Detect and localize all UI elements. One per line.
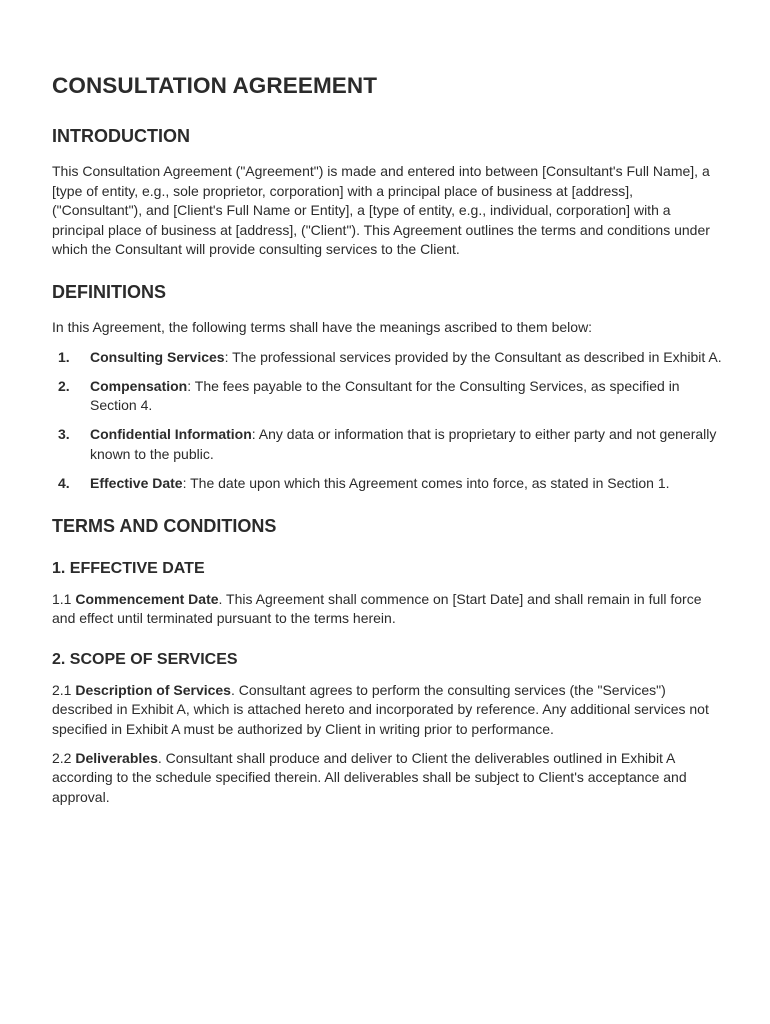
clause-number: 1.1 xyxy=(52,590,76,607)
clause-text: . This Agreement shall commence on [Start Date] and shall remain in full force and effect until terminated pursuant to the terms herein. xyxy=(52,590,702,627)
definition-item xyxy=(52,348,726,368)
definition-text: : The professional services provided by the Consultant as described in Exhibit A. xyxy=(224,348,722,365)
clause-term: Deliverables xyxy=(75,749,158,766)
clause-text: . Consultant agrees to perform the consulting services (the "Services") described in Exhibit A, which is attached hereto and incorporated by reference. Any additional services not specified in Exhibit A must be authorized by Client in writing prior to performance. xyxy=(52,681,709,737)
definition-term: Consulting Services xyxy=(90,348,225,365)
definitions-heading: DEFINITIONS xyxy=(52,281,167,302)
definition-text: : Any data or information that is proprietary to either party and not generally known to the public. xyxy=(90,426,717,462)
clause-number: 2.2 xyxy=(52,749,76,766)
section-1-heading: 1. EFFECTIVE DATE xyxy=(52,559,205,577)
clause-2-2 xyxy=(52,749,726,808)
definition-item xyxy=(52,474,726,494)
definition-item xyxy=(52,377,726,416)
clause-term: Commencement Date xyxy=(75,590,219,607)
definition-number: 3. xyxy=(58,426,70,443)
definition-text: : The fees payable to the Consultant for the Consulting Services, as specified in Section 4. xyxy=(90,377,680,414)
document-title: CONSULTATION AGREEMENT xyxy=(52,73,378,98)
definition-term: Effective Date xyxy=(90,475,183,492)
definition-number: 1. xyxy=(58,348,70,365)
definitions-intro: In this Agreement, the following terms shall have the meanings ascribed to them below: xyxy=(52,318,593,335)
terms-heading: TERMS AND CONDITIONS xyxy=(52,515,277,536)
clause-number: 2.1 xyxy=(52,681,76,698)
clause-2-1 xyxy=(52,681,726,740)
definition-term: Confidential Information xyxy=(90,426,252,443)
clause-text: . Consultant shall produce and deliver to Client the deliverables outlined in Exhibit A according to the schedule specified therein. All deliverables shall be subject to Client's acceptance and approval. xyxy=(52,749,687,805)
clause-1-1 xyxy=(52,590,726,629)
definition-number: 4. xyxy=(58,475,70,492)
definition-term: Compensation xyxy=(90,377,188,394)
clause-term: Description of Services xyxy=(75,681,231,698)
introduction-paragraph: This Consultation Agreement ("Agreement") is made and entered into between [Consultant's Full Name], a [type of entity, e.g., sole proprietor, corporation] with a principal place of business at [address], ("Consultant"), and [Client's Full Name or Entity], a [type of entity, e.g., individual, corporation] with a principal place of business at [address], ("Client"). This Agreement outlines the terms and conditions under which the Consultant will provide consulting services to the Client. xyxy=(52,163,710,258)
section-2-heading: 2. SCOPE OF SERVICES xyxy=(52,650,238,668)
introduction-heading: INTRODUCTION xyxy=(52,126,190,146)
definitions-list xyxy=(52,348,726,494)
definition-item xyxy=(52,425,726,464)
definition-text: : The date upon which this Agreement comes into force, as stated in Section 1. xyxy=(182,475,670,492)
definition-number: 2. xyxy=(58,377,70,394)
